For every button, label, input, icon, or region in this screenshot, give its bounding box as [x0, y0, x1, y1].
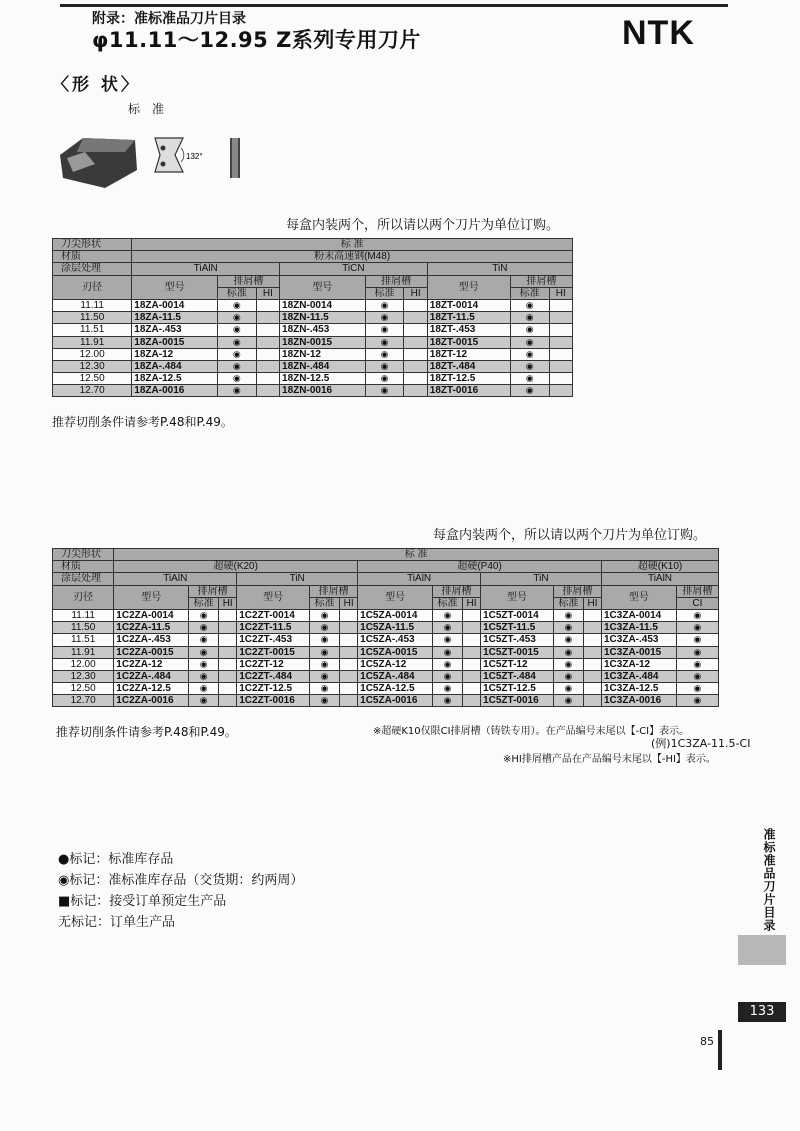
- col-model: 型号: [601, 585, 676, 609]
- hi-cell: [463, 658, 481, 670]
- page-number-small: 85: [700, 1035, 714, 1048]
- col-model: 型号: [132, 275, 218, 299]
- model-cell: 18ZN-0015: [280, 336, 366, 348]
- diameter-cell: 12.00: [53, 658, 114, 670]
- stock-mark: ◉: [553, 670, 583, 682]
- row-label-diameter: 刃径: [53, 585, 114, 609]
- model-cell: 18ZN-0016: [280, 385, 366, 397]
- table-row: [53, 670, 719, 682]
- diameter-cell: 11.51: [53, 634, 114, 646]
- hi-cell: [583, 658, 601, 670]
- stock-mark: ◉: [217, 312, 256, 324]
- stock-mark: ◉: [189, 670, 219, 682]
- model-cell: 18ZN-.484: [280, 360, 366, 372]
- coating-p40-tialn: TiAlN: [358, 573, 481, 585]
- hi-cell: [219, 609, 237, 621]
- col-model: 型号: [481, 585, 554, 609]
- hi-cell: [219, 622, 237, 634]
- table-row: [53, 695, 719, 707]
- hi-cell: [219, 646, 237, 658]
- col-standard: 标准: [432, 597, 462, 609]
- hi-cell: [583, 646, 601, 658]
- row-label-material: 材质: [53, 251, 132, 263]
- col-standard: 标准: [510, 287, 549, 299]
- stock-mark: ◉: [553, 683, 583, 695]
- model-cell: 18ZN-11.5: [280, 312, 366, 324]
- col-standard: 标准: [189, 597, 219, 609]
- hi-cell: [463, 646, 481, 658]
- stock-mark: ◉: [217, 360, 256, 372]
- model-cell: 1C2ZA-11.5: [114, 622, 189, 634]
- col-chipbreaker: 排屑槽: [553, 585, 601, 597]
- model-cell: 18ZT-12: [427, 348, 510, 360]
- legend-standard-stock: ●标记：标准库存品: [58, 852, 174, 867]
- diameter-cell: 11.91: [53, 336, 132, 348]
- stock-mark: ◉: [365, 312, 404, 324]
- table-row: [53, 646, 719, 658]
- stock-mark: ◉: [510, 373, 549, 385]
- model-cell: 18ZT-0016: [427, 385, 510, 397]
- stock-mark: ◉: [432, 670, 462, 682]
- hi-cell: [583, 683, 601, 695]
- stock-mark: ◉: [510, 324, 549, 336]
- model-cell: 18ZT-12.5: [427, 373, 510, 385]
- legend-semi-standard-stock: ◉标记：准标准库存品（交货期：约两周）: [58, 873, 304, 888]
- stock-mark: ◉: [676, 609, 718, 621]
- model-cell: 1C5ZA-.453: [358, 634, 433, 646]
- hi-cell: [340, 634, 358, 646]
- stock-mark: ◉: [189, 622, 219, 634]
- stock-mark: ◉: [310, 634, 340, 646]
- stock-mark: ◉: [676, 695, 718, 707]
- table-body: [53, 299, 573, 397]
- model-cell: 1C2ZT-.453: [237, 634, 310, 646]
- insert-3d-icon: [60, 138, 137, 188]
- stock-mark: ◉: [310, 683, 340, 695]
- model-cell: 18ZN-.453: [280, 324, 366, 336]
- model-cell: 1C5ZA-12.5: [358, 683, 433, 695]
- table-row: [53, 312, 573, 324]
- model-cell: 1C2ZA-12: [114, 658, 189, 670]
- hi-cell: [404, 299, 427, 311]
- stock-mark: ◉: [676, 634, 718, 646]
- model-cell: 1C3ZA-.453: [601, 634, 676, 646]
- stock-mark: ◉: [310, 658, 340, 670]
- col-chipbreaker: 排屑槽: [310, 585, 358, 597]
- hi-cell: [549, 336, 572, 348]
- model-cell: 1C5ZA-.484: [358, 670, 433, 682]
- stock-mark: ◉: [217, 385, 256, 397]
- model-cell: 1C3ZA-0015: [601, 646, 676, 658]
- stock-mark: ◉: [217, 324, 256, 336]
- col-hi: HI: [463, 597, 481, 609]
- stock-mark: ◉: [432, 634, 462, 646]
- model-cell: 1C5ZT-.453: [481, 634, 554, 646]
- model-cell: 1C2ZT-0015: [237, 646, 310, 658]
- cutting-ref-note-1: 推荐切削条件请参考P.48和P.49。: [52, 415, 233, 429]
- model-cell: 18ZT-0014: [427, 299, 510, 311]
- hi-cell: [463, 609, 481, 621]
- model-cell: 18ZT-11.5: [427, 312, 510, 324]
- stock-mark: ◉: [310, 695, 340, 707]
- col-hi: HI: [219, 597, 237, 609]
- col-model: 型号: [237, 585, 310, 609]
- row-label-tip-shape: 刀尖形状: [53, 239, 132, 251]
- row-label-tip-shape: 刀尖形状: [53, 549, 114, 561]
- row-label-material: 材质: [53, 561, 114, 573]
- hi-cell: [549, 324, 572, 336]
- table-row: [53, 348, 573, 360]
- model-cell: 18ZN-12.5: [280, 373, 366, 385]
- table-row: [53, 683, 719, 695]
- stock-mark: ◉: [553, 609, 583, 621]
- stock-mark: ◉: [189, 634, 219, 646]
- model-cell: 18ZA-11.5: [132, 312, 218, 324]
- hi-cell: [256, 312, 279, 324]
- model-cell: 1C2ZT-11.5: [237, 622, 310, 634]
- model-cell: 18ZA-12: [132, 348, 218, 360]
- model-cell: 1C3ZA-11.5: [601, 622, 676, 634]
- row-label-coating: 涂层处理: [53, 263, 132, 275]
- hi-cell: [463, 695, 481, 707]
- model-cell: 1C2ZA-0016: [114, 695, 189, 707]
- carbide-insert-table: [52, 548, 719, 707]
- order-note-1: 每盒内装两个，所以请以两个刀片为单位订购。: [286, 218, 560, 233]
- hi-cell: [404, 348, 427, 360]
- model-cell: 18ZN-12: [280, 348, 366, 360]
- col-model: 型号: [114, 585, 189, 609]
- hi-cell: [404, 336, 427, 348]
- hss-insert-table: [52, 238, 573, 397]
- stock-mark: ◉: [432, 658, 462, 670]
- hi-cell: [404, 385, 427, 397]
- model-cell: 1C3ZA-0014: [601, 609, 676, 621]
- side-tab-label: 准标准品刀片目录: [762, 828, 776, 932]
- hi-cell: [340, 646, 358, 658]
- row-label-coating: 涂层处理: [53, 573, 114, 585]
- model-cell: 1C5ZT-0015: [481, 646, 554, 658]
- hi-cell: [549, 299, 572, 311]
- stock-mark: ◉: [553, 646, 583, 658]
- col-ci: CI: [676, 597, 718, 609]
- diameter-cell: 11.11: [53, 299, 132, 311]
- table-row: [53, 299, 573, 311]
- table-row: [53, 385, 573, 397]
- model-cell: 1C5ZT-12.5: [481, 683, 554, 695]
- model-cell: 1C5ZT-0016: [481, 695, 554, 707]
- stock-mark: ◉: [676, 683, 718, 695]
- hi-cell: [340, 609, 358, 621]
- stock-mark: ◉: [365, 360, 404, 372]
- col-chipbreaker: 排屑槽: [189, 585, 237, 597]
- ntk-logo: NTK: [622, 14, 695, 52]
- stock-mark: ◉: [510, 385, 549, 397]
- model-cell: 1C5ZT-11.5: [481, 622, 554, 634]
- angle-label: 132°: [186, 152, 203, 161]
- stock-mark: ◉: [432, 695, 462, 707]
- stock-mark: ◉: [310, 622, 340, 634]
- insert-front-view-icon: [155, 138, 184, 172]
- hi-cell: [256, 360, 279, 372]
- stock-mark: ◉: [510, 299, 549, 311]
- table-row: [53, 373, 573, 385]
- header-subtitle: 附录：准标准品刀片目录: [92, 11, 246, 27]
- hi-cell: [549, 373, 572, 385]
- diameter-cell: 12.70: [53, 385, 132, 397]
- material-p40: 超硬(P40): [358, 561, 602, 573]
- stock-mark: ◉: [217, 373, 256, 385]
- material-value: 粉末高速钢(M48): [132, 251, 573, 263]
- diameter-cell: 11.50: [53, 312, 132, 324]
- model-cell: 1C5ZA-0015: [358, 646, 433, 658]
- stock-mark: ◉: [510, 312, 549, 324]
- stock-mark: ◉: [365, 348, 404, 360]
- model-cell: 1C3ZA-0016: [601, 695, 676, 707]
- stock-mark: ◉: [510, 348, 549, 360]
- stock-mark: ◉: [189, 683, 219, 695]
- cutting-ref-note-2: 推荐切削条件请参考P.48和P.49。: [56, 725, 237, 739]
- coating-k10-tialn: TiAlN: [601, 573, 718, 585]
- stock-mark: ◉: [676, 670, 718, 682]
- stock-mark: ◉: [365, 336, 404, 348]
- material-k10: 超硬(K10): [601, 561, 718, 573]
- stock-mark: ◉: [432, 683, 462, 695]
- col-hi: HI: [256, 287, 279, 299]
- hi-cell: [583, 622, 601, 634]
- hi-cell: [340, 695, 358, 707]
- model-cell: 18ZA-0015: [132, 336, 218, 348]
- model-cell: 1C5ZA-0014: [358, 609, 433, 621]
- hi-cell: [219, 695, 237, 707]
- model-cell: 18ZT-.484: [427, 360, 510, 372]
- diameter-cell: 11.91: [53, 646, 114, 658]
- col-standard: 标准: [365, 287, 404, 299]
- legend-made-to-order: 无标记：订单生产品: [58, 915, 176, 930]
- col-standard: 标准: [310, 597, 340, 609]
- side-tab-block: [738, 935, 786, 965]
- page-marker-bar: [718, 1030, 722, 1070]
- stock-mark: ◉: [189, 646, 219, 658]
- hi-cell: [256, 336, 279, 348]
- hi-cell: [583, 609, 601, 621]
- coating-k20-tin: TiN: [237, 573, 358, 585]
- model-cell: 1C5ZT-12: [481, 658, 554, 670]
- diameter-cell: 11.50: [53, 622, 114, 634]
- col-hi: HI: [583, 597, 601, 609]
- stock-mark: ◉: [553, 658, 583, 670]
- hi-cell: [463, 683, 481, 695]
- model-cell: 18ZT-.453: [427, 324, 510, 336]
- model-cell: 1C2ZA-12.5: [114, 683, 189, 695]
- table-row: [53, 360, 573, 372]
- diameter-cell: 11.11: [53, 609, 114, 621]
- hi-cell: [463, 670, 481, 682]
- coating-tialn: TiAlN: [132, 263, 280, 275]
- coating-p40-tin: TiN: [481, 573, 602, 585]
- model-cell: 1C2ZA-.453: [114, 634, 189, 646]
- col-hi: HI: [340, 597, 358, 609]
- stock-mark: ◉: [310, 646, 340, 658]
- model-cell: 1C5ZA-0016: [358, 695, 433, 707]
- legend-made-to-order-planned: ■标记：接受订单预定生产品: [58, 894, 227, 909]
- stock-mark: ◉: [676, 646, 718, 658]
- hi-footnote: ※HI排屑槽产品在产品编号末尾以【-HI】表示。: [503, 754, 716, 765]
- diameter-cell: 12.50: [53, 683, 114, 695]
- model-cell: 1C2ZT-.484: [237, 670, 310, 682]
- hi-cell: [549, 385, 572, 397]
- ci-example: (例)1C3ZA-11.5-CI: [651, 737, 751, 750]
- hi-cell: [404, 312, 427, 324]
- table-row: [53, 609, 719, 621]
- stock-mark: ◉: [217, 336, 256, 348]
- hi-cell: [583, 695, 601, 707]
- table-row: [53, 324, 573, 336]
- model-cell: 18ZA-.484: [132, 360, 218, 372]
- model-cell: 1C3ZA-12: [601, 658, 676, 670]
- hi-cell: [404, 324, 427, 336]
- model-cell: 18ZA-.453: [132, 324, 218, 336]
- stock-mark: ◉: [676, 622, 718, 634]
- model-cell: 1C2ZA-.484: [114, 670, 189, 682]
- table-row: [53, 622, 719, 634]
- hi-cell: [219, 634, 237, 646]
- stock-mark: ◉: [553, 634, 583, 646]
- col-model: 型号: [280, 275, 366, 299]
- col-standard: 标准: [553, 597, 583, 609]
- hi-cell: [340, 683, 358, 695]
- diameter-cell: 12.30: [53, 670, 114, 682]
- stock-mark: ◉: [365, 373, 404, 385]
- col-chipbreaker: 排屑槽: [676, 585, 718, 597]
- table-row: [53, 658, 719, 670]
- hi-cell: [549, 312, 572, 324]
- stock-mark: ◉: [365, 385, 404, 397]
- model-cell: 1C2ZT-0014: [237, 609, 310, 621]
- order-note-2: 每盒内装两个，所以请以两个刀片为单位订购。: [433, 528, 707, 543]
- stock-mark: ◉: [432, 622, 462, 634]
- hi-cell: [219, 658, 237, 670]
- material-k20: 超硬(K20): [114, 561, 358, 573]
- hi-cell: [219, 670, 237, 682]
- hi-cell: [256, 324, 279, 336]
- stock-mark: ◉: [553, 622, 583, 634]
- col-standard: 标准: [217, 287, 256, 299]
- model-cell: 1C2ZA-0014: [114, 609, 189, 621]
- stock-mark: ◉: [310, 609, 340, 621]
- col-model: 型号: [358, 585, 433, 609]
- insert-shape-figure: [55, 130, 255, 200]
- stock-mark: ◉: [217, 348, 256, 360]
- hi-cell: [256, 299, 279, 311]
- stock-mark: ◉: [432, 646, 462, 658]
- model-cell: 1C3ZA-12.5: [601, 683, 676, 695]
- col-chipbreaker: 排屑槽: [365, 275, 427, 287]
- stock-mark: ◉: [310, 670, 340, 682]
- col-hi: HI: [404, 287, 427, 299]
- hi-cell: [463, 634, 481, 646]
- stock-mark: ◉: [365, 324, 404, 336]
- insert-side-view-icon: [230, 138, 240, 178]
- stock-mark: ◉: [365, 299, 404, 311]
- model-cell: 1C2ZA-0015: [114, 646, 189, 658]
- table-row: [53, 336, 573, 348]
- hi-cell: [583, 634, 601, 646]
- ci-footnote: ※超硬K10仅限CI排屑槽（铸铁专用）。在产品编号末尾以【-CI】表示。: [373, 726, 690, 737]
- standard-label: 标准: [128, 102, 177, 116]
- diameter-cell: 12.50: [53, 373, 132, 385]
- stock-mark: ◉: [676, 658, 718, 670]
- model-cell: 18ZA-12.5: [132, 373, 218, 385]
- diameter-cell: 12.30: [53, 360, 132, 372]
- stock-mark: ◉: [432, 609, 462, 621]
- model-cell: 18ZN-0014: [280, 299, 366, 311]
- hi-cell: [256, 373, 279, 385]
- diameter-cell: 11.51: [53, 324, 132, 336]
- hi-cell: [219, 683, 237, 695]
- page-title: φ11.11～12.95 Z系列专用刀片: [92, 28, 421, 52]
- stock-mark: ◉: [189, 609, 219, 621]
- stock-mark: ◉: [189, 695, 219, 707]
- page-number: 133: [738, 1002, 786, 1022]
- model-cell: 1C5ZA-11.5: [358, 622, 433, 634]
- model-cell: 1C2ZT-0016: [237, 695, 310, 707]
- shape-section-label: 〈形 状〉: [52, 75, 141, 95]
- hi-cell: [256, 348, 279, 360]
- tip-shape-value: 标 准: [132, 239, 573, 251]
- col-chipbreaker: 排屑槽: [510, 275, 572, 287]
- col-model: 型号: [427, 275, 510, 299]
- col-hi: HI: [549, 287, 572, 299]
- hi-cell: [404, 373, 427, 385]
- stock-mark: ◉: [217, 299, 256, 311]
- hi-cell: [340, 622, 358, 634]
- stock-mark: ◉: [510, 336, 549, 348]
- stock-mark: ◉: [189, 658, 219, 670]
- table-row: [53, 634, 719, 646]
- diameter-cell: 12.70: [53, 695, 114, 707]
- hi-cell: [256, 385, 279, 397]
- hi-cell: [404, 360, 427, 372]
- model-cell: 1C5ZA-12: [358, 658, 433, 670]
- hi-cell: [549, 360, 572, 372]
- coating-tin: TiN: [427, 263, 572, 275]
- row-label-diameter: 刃径: [53, 275, 132, 299]
- col-chipbreaker: 排屑槽: [217, 275, 279, 287]
- hi-cell: [340, 670, 358, 682]
- col-chipbreaker: 排屑槽: [432, 585, 480, 597]
- hi-cell: [463, 622, 481, 634]
- model-cell: 18ZA-0014: [132, 299, 218, 311]
- stock-mark: ◉: [510, 360, 549, 372]
- model-cell: 1C2ZT-12: [237, 658, 310, 670]
- model-cell: 1C5ZT-.484: [481, 670, 554, 682]
- tip-shape-value: 标 准: [114, 549, 719, 561]
- diameter-cell: 12.00: [53, 348, 132, 360]
- hi-cell: [340, 658, 358, 670]
- table-body: [53, 609, 719, 707]
- model-cell: 1C3ZA-.484: [601, 670, 676, 682]
- hi-cell: [549, 348, 572, 360]
- coating-k20-tialn: TiAlN: [114, 573, 237, 585]
- stock-mark: ◉: [553, 695, 583, 707]
- hi-cell: [583, 670, 601, 682]
- model-cell: 1C5ZT-0014: [481, 609, 554, 621]
- model-cell: 1C2ZT-12.5: [237, 683, 310, 695]
- coating-ticn: TiCN: [280, 263, 428, 275]
- model-cell: 18ZA-0016: [132, 385, 218, 397]
- model-cell: 18ZT-0015: [427, 336, 510, 348]
